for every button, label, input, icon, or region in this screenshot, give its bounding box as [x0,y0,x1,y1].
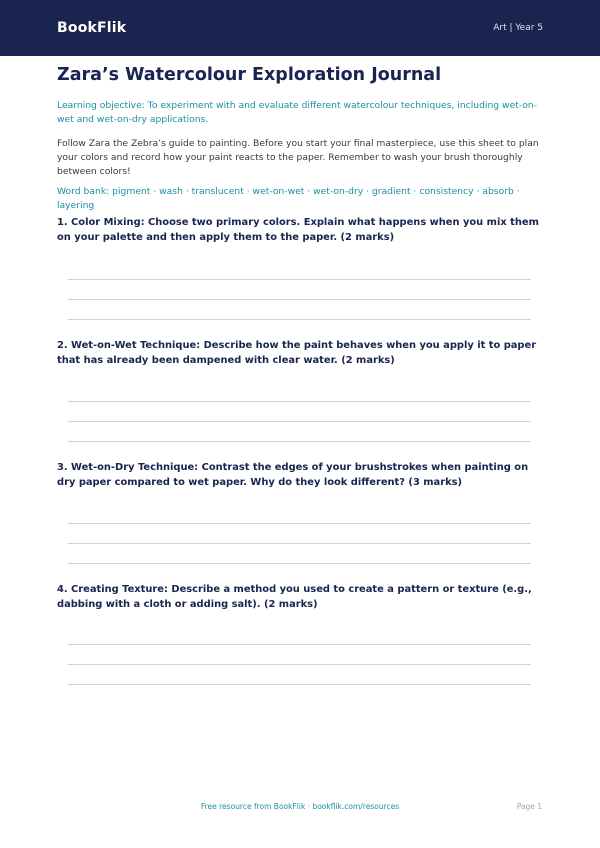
answer-line[interactable] [68,279,531,280]
subject-year-label: Art | Year 5 [493,23,543,33]
answer-line[interactable] [68,644,531,645]
answer-line[interactable] [68,441,531,442]
question-3: 3. Wet-on-Dry Technique: Contrast the edges of your brushstrokes when painting on dry paper compared to wet paper. Why do they look different? (3 marks) [57,462,529,488]
answer-line[interactable] [68,319,531,320]
learning-objective: Learning objective: To experiment with and evaluate different watercolour techniques, including wet-on-wet and wet-on-dry applications. [57,100,538,125]
question-1: 1. Color Mixing: Choose two primary colors. Explain what happens when you mix them on your palette and then apply them to the paper. (2 marks) [57,217,539,243]
intro-text: Follow Zara the Zebra’s guide to painting. Before you start your final masterpiece, use this sheet to plan your colors and record how your paint reacts to the paper. Remember to wash your brush thoroughly between colors! [57,138,539,177]
answer-line[interactable] [68,523,531,524]
answer-line[interactable] [68,543,531,544]
question-4: 4. Creating Texture: Describe a method you used to create a pattern or texture (e.g., dabbing with a cloth or adding salt). (2 marks) [57,584,532,610]
answer-line[interactable] [68,421,531,422]
footer-resource-link[interactable]: Free resource from BookFlik · bookflik.com/resources [200,802,400,811]
word-bank: Word bank: pigment · wash · translucent · wet-on-wet · wet-on-dry · gradient · consistency · absorb · layering [57,186,520,211]
answer-line[interactable] [68,664,531,665]
brand-logo[interactable]: BookFlik [57,20,127,36]
page-title: Zara’s Watercolour Exploration Journal [57,65,442,85]
answer-line[interactable] [68,401,531,402]
answer-line[interactable] [68,563,531,564]
answer-line[interactable] [68,299,531,300]
answer-line[interactable] [68,684,531,685]
page-header [0,0,600,56]
question-2: 2. Wet-on-Wet Technique: Describe how the paint behaves when you apply it to paper that has already been dampened with clear water. (2 marks) [57,340,537,366]
page-number: Page 1 [516,802,542,811]
